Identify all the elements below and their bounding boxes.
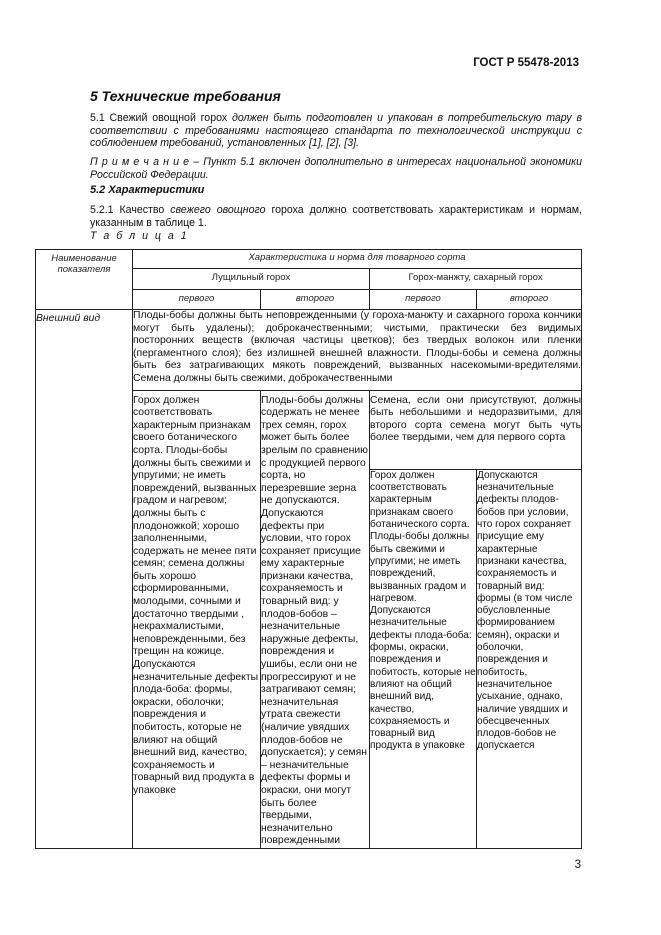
shelled-second-text: Плоды-бобы должны содержать не менее трех семян, горох может быть более зрелым по сравнению с продукцией первого сорта, но перезревшие зерна не допускаются. Допускаются дефекты при условии, что горох сохраняет присущие ему характерные признаки качества, сохраняемость и товарный вид: у плодов-бобов – незначительные наружные дефекты, повреждения и ушибы, если они не прогрессируют и не затрагивают семян; незначительная утрата свежести (наличие увядших плодов-бобов не допускается); у семян – незначительные дефекты формы и окраски, они могут быть более твердыми, незначительно поврежденными	[261, 390, 370, 848]
table-row	[36, 310, 582, 391]
header-group: Характеристика и норма для товарного сорта	[133, 250, 582, 269]
page-number: 3	[574, 859, 581, 871]
row-indicator: Внешний вид	[36, 310, 133, 849]
header-shelled-first: первого	[133, 290, 261, 310]
paragraph-5-1	[90, 112, 582, 150]
shelled-first-text: Горох должен соответствовать характерным признакам своего ботанического сорта. Плоды-бобы должны быть свежими и упругими; не иметь повреждений, вызванных градом и нагревом; должны быть с плодоножкой; хорошо заполненными, содержать не менее пяти семян; семена должны быть хорошо сформированными, молодыми, сочными и достаточно твердыми , некрахмалистыми, неповрежденными, без трещин на кожице. Допускаются незначительные дефекты плода-боба: формы, окраски, оболочки; повреждения и побитость, которые не влияют на общий внешний вид, качество, сохраняемость и товарный вид продукта в упаковке	[133, 390, 261, 848]
table-caption: Т а б л и ц а 1	[90, 230, 189, 242]
document-id: ГОСТ Р 55478-2013	[473, 57, 579, 69]
subsection-title: 5.2 Характеристики	[90, 184, 205, 196]
section-title: 5 Технические требования	[90, 88, 281, 104]
mangetout-first-text: Горох должен соответствовать характерным признакам своего ботанического сорта. Плоды-бобы должны быть свежими и упругими; не иметь повреждений, вызванных градом и нагревом. Допускаются незначительные дефекты плода-боба: формы, окраски, повреждения и побитость, которые не влияют на общий внешний вид, качество, сохраняемость и товарный вид продукта в упаковке	[370, 469, 477, 848]
paragraph-5-2-1-c: гороха должно соответствовать характеристикам и нормам, указанным в таблице 1.	[90, 204, 582, 229]
table-header-row-1	[36, 250, 582, 269]
header-indicator: Наименование показателя	[36, 250, 133, 310]
requirements-table	[35, 249, 582, 849]
note: П р и м е ч а н и е – Пункт 5.1 включен дополнительно в интересах национальной экономики Российской Федерации.	[90, 156, 582, 181]
paragraph-5-1-lead: 5.1 Свежий овощной горох	[90, 112, 228, 124]
paragraph-5-2-1	[90, 204, 582, 229]
common-requirements: Плоды-бобы должны быть неповрежденными (у гороха-манжту и сахарного гороха кончики могут быть удалены); доброкачественными; чистыми, практически без видимых посторонних веществ (включая частицы цветков); без твердых волокон или пленки (пергаментного слоя); без излишней внешней влажности. Плоды-бобы и семена должны быть без затрагивающих мякоть повреждений, вызванных насекомыми-вредителями. Семена должны быть свежими, доброкачественными	[133, 310, 582, 391]
paragraph-5-1-rest: должен быть подготовлен и упакован в потребительскую тару в соответствии с требованиями настоящего стандарта по технологической инструкции с соблюдением требований, установленных [1], [2], [3].	[90, 112, 582, 149]
mangetout-common-text: Семена, если они присутствуют, должны быть небольшими и недоразвитыми, для второго сорта семена могут быть чуть более твердыми, чем для первого сорта	[370, 390, 582, 469]
header-mangetout-first: первого	[370, 290, 477, 310]
header-mangetout-second: второго	[477, 290, 582, 310]
paragraph-5-2-1-b: свежего овощного	[170, 204, 266, 216]
header-mangetout: Горох-манжту, сахарный горох	[370, 269, 582, 290]
header-shelled-second: второго	[261, 290, 370, 310]
header-shelled: Лущильный горох	[133, 269, 370, 290]
mangetout-second-text: Допускаются незначительные дефекты плодов-бобов при условии, что горох сохраняет присущие ему характерные признаки качества, сохраняемость и товарный вид: формы (в том числе обусловленные формированием семян), окраски и оболочки, повреждения и побитость, незначительное усыхание, однако, наличие увядших и обесцвеченных плодов-бобов не допускается	[477, 469, 582, 848]
paragraph-5-2-1-a: 5.2.1 Качество	[90, 204, 171, 216]
